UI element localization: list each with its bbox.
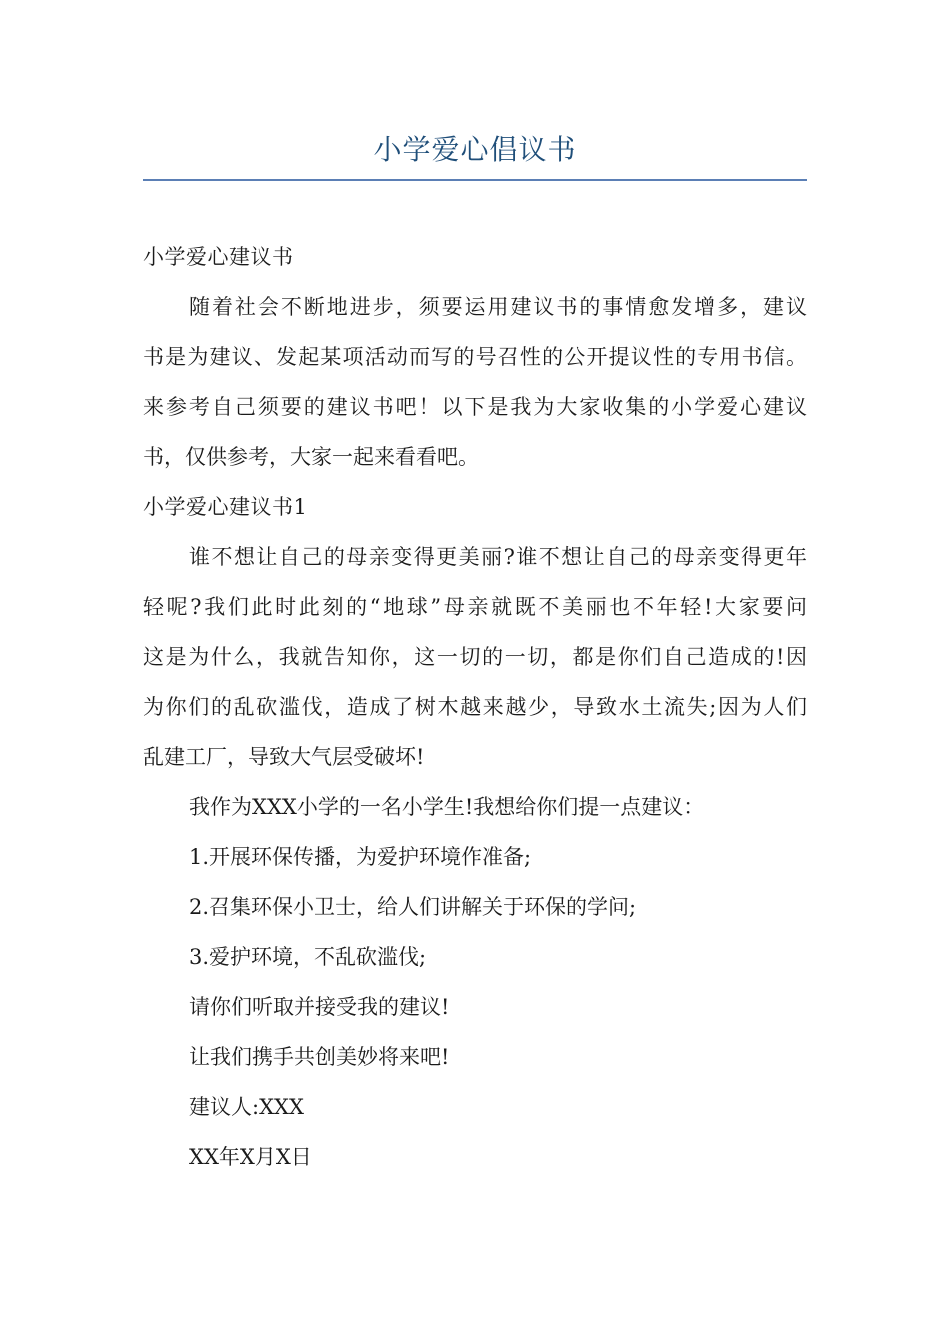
intro-line-4: 书，仅供参考，大家一起来看看吧。 bbox=[143, 445, 479, 469]
para1-line-4: 为你们的乱砍滥伐，造成了树木越来越少，导致水土流失;因为人们 bbox=[143, 695, 807, 719]
section-heading-1: 小学爱心建议书1 bbox=[143, 495, 308, 519]
para2: 我作为XXX小学的一名小学生!我想给你们提一点建议： bbox=[189, 795, 705, 819]
intro-line-1: 随着社会不断地进步，须要运用建议书的事情愈发增多，建议 bbox=[189, 295, 807, 319]
section-heading: 小学爱心建议书 bbox=[143, 245, 294, 269]
para1-line-2: 轻呢?我们此时此刻的“地球”母亲就既不美丽也不年轻!大家要问 bbox=[143, 595, 807, 619]
closing-line-1: 请你们听取并接受我的建议! bbox=[189, 995, 450, 1019]
date: XX年X月X日 bbox=[189, 1145, 312, 1169]
intro-line-2: 书是为建议、发起某项活动而写的号召性的公开提议性的专用书信。 bbox=[143, 345, 807, 369]
list-item-3: 3.爱护环境，不乱砍滥伐; bbox=[189, 945, 427, 969]
list-item-1: 1.开展环保传播，为爱护环境作准备; bbox=[189, 845, 532, 869]
closing-line-2: 让我们携手共创美妙将来吧! bbox=[189, 1045, 450, 1069]
document-title: 小学爱心倡议书 bbox=[373, 133, 577, 166]
signer: 建议人:XXX bbox=[189, 1095, 304, 1119]
title-underline bbox=[143, 179, 807, 181]
para1-line-1: 谁不想让自己的母亲变得更美丽?谁不想让自己的母亲变得更年 bbox=[189, 545, 807, 569]
intro-line-3: 来参考自己须要的建议书吧！以下是我为大家收集的小学爱心建议 bbox=[143, 395, 807, 419]
para1-line-5: 乱建工厂，导致大气层受破坏! bbox=[143, 745, 425, 769]
document-body bbox=[143, 232, 807, 1182]
list-item-2: 2.召集环保小卫士，给人们讲解关于环保的学问; bbox=[189, 895, 637, 919]
para1-line-3: 这是为什么，我就告知你，这一切的一切，都是你们自己造成的!因 bbox=[143, 645, 807, 669]
